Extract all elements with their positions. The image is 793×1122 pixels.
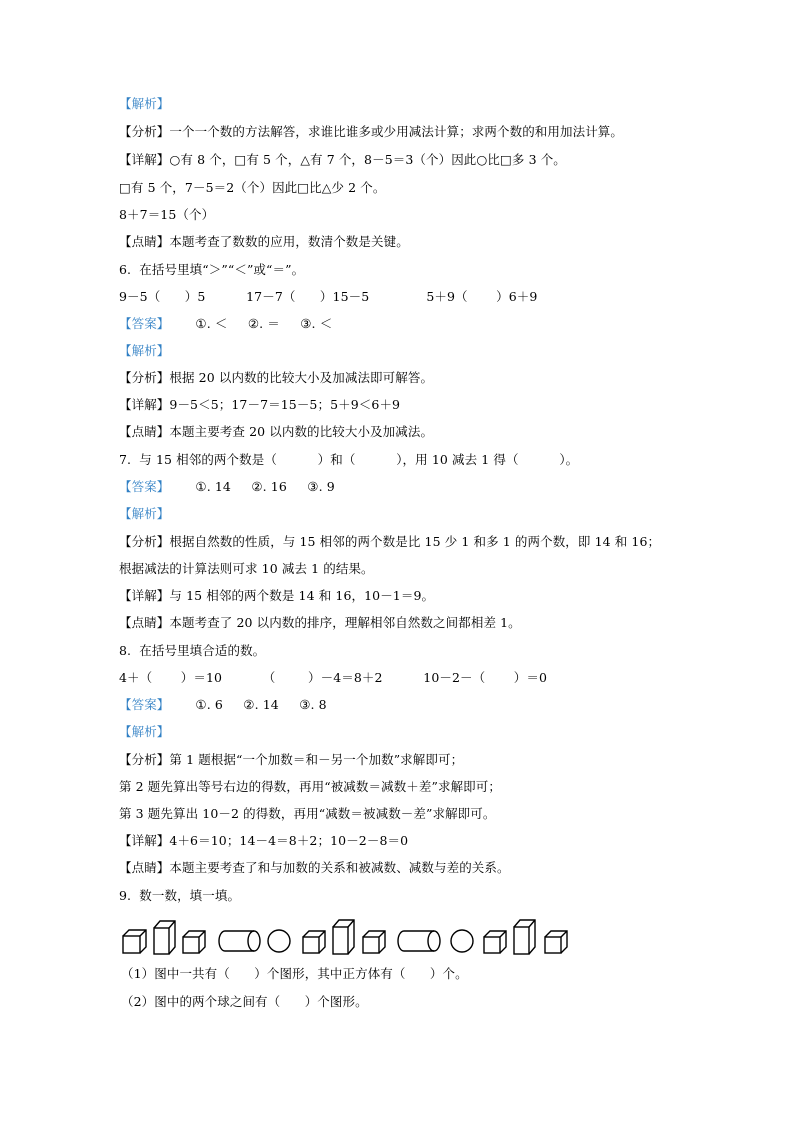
sphere-shape xyxy=(268,930,290,952)
line-text: 8＋7＝15（个） xyxy=(119,207,215,222)
question-2: （2）图中的两个球之间有（ ）个图形。 xyxy=(121,994,368,1009)
line-text: 第 3 题先算出 10－2 的得数，再用“减数＝被减数－差”求解即可。 xyxy=(119,806,496,821)
line-text: ①. ＜ ②. ＝ ③. ＜ xyxy=(195,316,333,331)
line-text: 第 1 题根据“一个加数＝和－另一个加数”求解即可； xyxy=(169,752,464,767)
section-tag: 【点睛】 xyxy=(119,234,170,249)
text-line xyxy=(119,534,660,550)
text-line xyxy=(119,207,214,223)
cube-shape xyxy=(484,931,506,953)
section-tag: 【详解】 xyxy=(119,833,170,848)
line-text: 根据减法的计算法则可求 10 减去 1 的结果。 xyxy=(119,561,374,576)
text-line xyxy=(119,262,304,278)
section-tag: 【点睛】 xyxy=(119,424,170,439)
line-text: 本题考查了 20 以内数的排序，理解相邻自然数之间都相差 1。 xyxy=(169,615,521,630)
cube-shape xyxy=(183,931,205,953)
cuboid-shape xyxy=(514,920,535,954)
line-text: ①. 6 ②. 14 ③. 8 xyxy=(195,697,327,712)
line-text: 4＋6＝10；14－4＝8＋2；10－2－8＝0 xyxy=(169,833,409,848)
question-1: （1）图中一共有（ ）个图形，其中正方体有（ ）个。 xyxy=(121,966,468,981)
section-tag: 【详解】 xyxy=(119,397,170,412)
text-line xyxy=(119,96,169,112)
cuboid-shape xyxy=(154,921,175,954)
line-text: 8. 在括号里填合适的数。 xyxy=(119,643,266,658)
section-tag: 【答案】 xyxy=(119,697,170,712)
cuboid-shape xyxy=(333,920,354,954)
line-text: 7. 与 15 相邻的两个数是（ ）和（ ），用 10 减去 1 得（ ）。 xyxy=(119,452,579,467)
text-line xyxy=(119,316,332,332)
text-line xyxy=(119,615,521,631)
text-line xyxy=(119,479,335,495)
cylinder-shape xyxy=(219,931,260,951)
text-line xyxy=(119,370,433,386)
text-line xyxy=(119,779,501,795)
section-tag: 【详解】 xyxy=(119,588,170,603)
text-line xyxy=(119,588,434,604)
text-line xyxy=(119,180,386,196)
section-tag: 【答案】 xyxy=(119,479,170,494)
line-text: 根据 20 以内数的比较大小及加减法即可解答。 xyxy=(169,370,434,385)
text-line xyxy=(119,124,623,140)
line-text: 本题主要考查 20 以内数的比较大小及加减法。 xyxy=(169,424,434,439)
line-text: 6. 在括号里填“＞”“＜”或“＝”。 xyxy=(119,262,305,277)
line-text: 9. 数一数，填一填。 xyxy=(119,888,241,903)
line-text: 第 2 题先算出等号右边的得数，再用“被减数＝减数＋差”求解即可； xyxy=(119,779,501,794)
sphere-shape xyxy=(451,930,473,952)
text-line xyxy=(119,643,265,659)
section-tag: 【分析】 xyxy=(119,370,170,385)
line-text: 本题主要考查了和与加数的关系和被减数、减数与差的关系。 xyxy=(169,860,510,875)
text-line xyxy=(119,724,169,740)
line-text: ①. 14 ②. 16 ③. 9 xyxy=(195,479,335,494)
text-line xyxy=(119,343,169,359)
text-line xyxy=(119,888,240,904)
line-text: 一个一个数的方法解答，求谁比谁多或少用减法计算；求两个数的和用加法计算。 xyxy=(169,124,624,139)
section-tag: 【解析】 xyxy=(119,343,170,358)
cube-shape xyxy=(303,931,325,953)
line-text: 9－5（ ）5 17－7（ ）15－5 5＋9（ ）6＋9 xyxy=(119,289,538,304)
line-text: 本题考查了数数的应用，数清个数是关键。 xyxy=(169,234,409,249)
section-tag: 【点睛】 xyxy=(119,860,170,875)
text-line xyxy=(119,860,510,876)
text-line xyxy=(119,806,496,822)
text-line xyxy=(119,289,537,305)
text-line xyxy=(119,452,578,468)
text-line xyxy=(119,833,408,849)
section-tag: 【点睛】 xyxy=(119,615,170,630)
text-line xyxy=(119,152,566,168)
text-line xyxy=(119,752,463,768)
cylinder-shape xyxy=(398,931,440,951)
line-text: 与 15 相邻的两个数是 14 和 16，10－1＝9。 xyxy=(169,588,435,603)
line-text: 4＋（ ）＝10 （ ）－4＝8＋2 10－2－（ ）＝0 xyxy=(119,670,548,685)
cube-shape xyxy=(123,930,146,953)
section-tag: 【解析】 xyxy=(119,506,170,521)
cube-shape xyxy=(363,931,385,953)
section-tag: 【答案】 xyxy=(119,316,170,331)
section-tag: 【分析】 xyxy=(119,124,170,139)
text-line xyxy=(119,234,409,250)
section-tag: 【分析】 xyxy=(119,534,170,549)
text-line xyxy=(119,697,327,713)
shapes-figure xyxy=(120,918,580,958)
section-tag: 【详解】 xyxy=(119,152,170,167)
section-tag: 【解析】 xyxy=(119,724,170,739)
text-line xyxy=(119,506,169,522)
cube-shape xyxy=(545,931,567,953)
line-text: □有 5 个，7－5＝2（个）因此□比△少 2 个。 xyxy=(119,180,386,195)
text-line xyxy=(119,424,433,440)
text-line xyxy=(119,670,547,686)
section-tag: 【解析】 xyxy=(119,96,170,111)
line-text: ○有 8 个，□有 5 个，△有 7 个，8－5＝3（个）因此○比□多 3 个。 xyxy=(169,152,566,167)
text-line xyxy=(119,561,374,577)
line-text: 根据自然数的性质，与 15 相邻的两个数是比 15 少 1 和多 1 的两个数，即 14 和 16； xyxy=(169,534,661,549)
section-tag: 【分析】 xyxy=(119,752,170,767)
line-text: 9－5＜5；17－7＝15－5；5＋9＜6＋9 xyxy=(169,397,401,412)
text-line xyxy=(119,397,400,413)
